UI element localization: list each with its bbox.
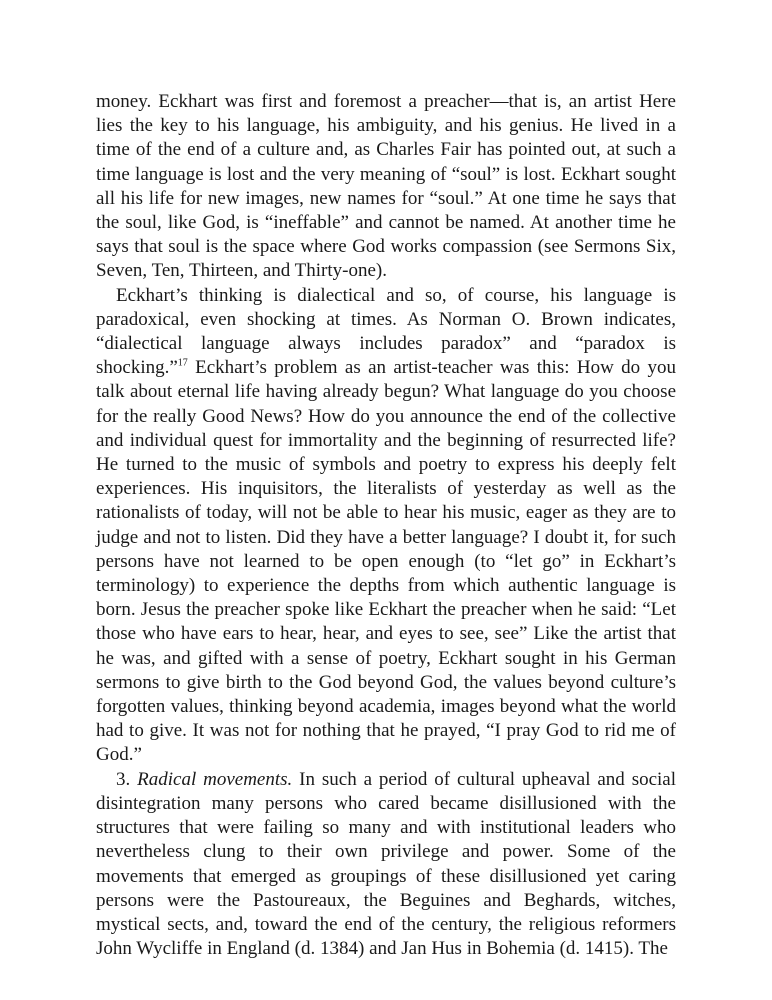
paragraph-text: Eckhart’s thinking is dialectical and so, of course, his language is paradoxical, even shocking at times. As Norman O. Brown indicates, “dialectical language always includes paradox” and “paradox is shocking.” — [96, 284, 676, 379]
section-heading: Radical movements. — [137, 768, 293, 790]
paragraph-eckhart-preacher: money. Eckhart was first and foremost a preacher—that is, an artist Here lies the key to his language, his ambiguity, and his genius. He lived in a time of the end of a culture and, as Charles Fair has pointed out, at such a time language is lost and the very meaning of “soul” is lost. Eckhart sought all his life for new images, new names for “soul.” At one time he says that the soul, like God, is “ineffable” and cannot be named. At another time he says that soul is the space where God works compassion (see Sermons Six, Seven, Ten, Thirteen, and Thirty-one). — [96, 91, 676, 282]
paragraph-text: In such a period of cultural upheaval and social disintegration many persons who cared became disillusioned with the structures that were failing so many and with institutional leaders who nevertheless clung to their own privilege and power. Some of the movements that emerged as groupings of these disillusioned yet caring persons were the Pastoureaux, the Beguines and Beghards, witches, mystical sects, and, toward the end of the century, the religious reformers John Wycliffe in England (d. 1384) and Jan Hus in Bohemia (d. 1415). The — [96, 768, 677, 960]
footnote-reference: 17 — [177, 357, 188, 369]
page-body — [96, 90, 676, 961]
paragraph-text: Eckhart’s problem as an artist-teacher was this: How do you talk about eternal life having already begun? What language do you choose for the really Good News? How do you announce the end of the collective and individual quest for immortality and the beginning of resurrected life? He turned to the music of symbols and poetry to express his deeply felt experiences. His inquisitors, the literalists of yesterday as well as the rationalists of today, will not be able to hear his music, eager as they are to judge and not to listen. Did they have a better language? I doubt it, for such persons have not learned to be open enough (to “let go” in Eckhart’s terminology) to experience the depths from which authentic language is born. Jesus the preacher spoke like Eckhart the preacher when he said: “Let those who have ears to hear, hear, and eyes to see, see” Like the artist that he was, and gifted with a sense of poetry, Eckhart sought in his German sermons to give birth to the God beyond God, the values beyond culture’s forgotten values, thinking beyond academia, images beyond what the world had to give. It was not for nothing that he prayed, “I pray God to rid me of God.” — [96, 357, 676, 766]
paragraph-radical-movements — [96, 768, 676, 962]
paragraph-dialectical-language — [96, 284, 676, 768]
section-number: 3. — [116, 768, 138, 790]
